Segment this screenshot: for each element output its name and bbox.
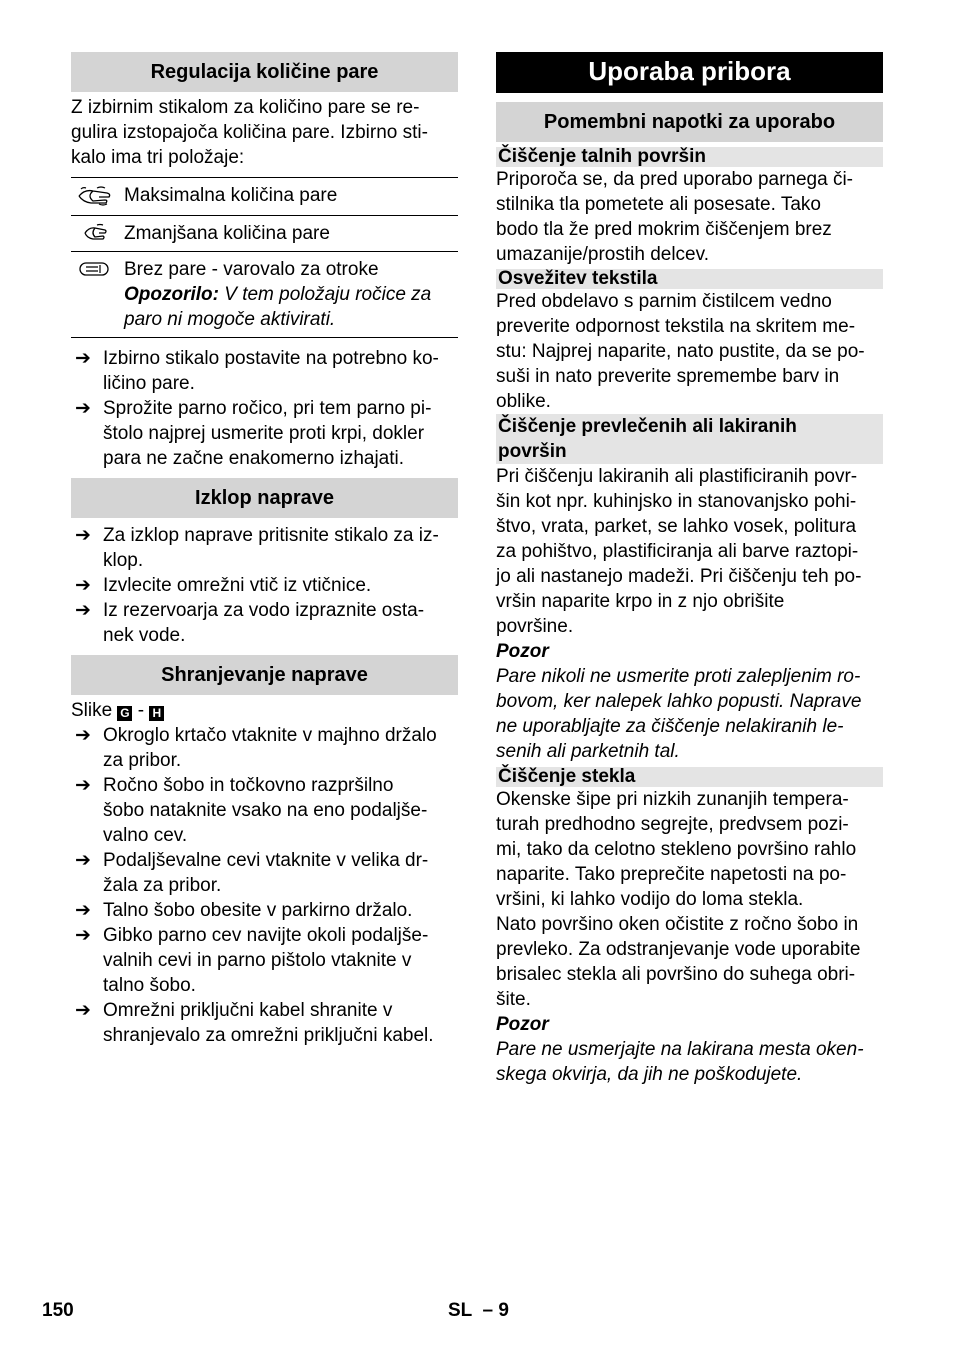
list-item: ➔ Podaljševalne cevi vtaknite v velika dr- žala za pribor.: [75, 850, 429, 896]
chapter-title: Uporaba pribora: [496, 52, 883, 93]
shutdown-steps: [71, 523, 458, 648]
list-item: ➔ Iz rezervoarja za vodo izpraznite osta- nek vode.: [75, 600, 425, 646]
position-row-child-lock: [71, 252, 458, 338]
arrow-right-icon: ➔: [75, 850, 91, 871]
warning-label: Opozorilo:: [124, 284, 219, 305]
subheading-glass: Čiščenje stekla: [496, 767, 883, 787]
section-heading-shutdown: Izklop naprave: [71, 478, 458, 518]
steam-positions-table: [71, 177, 458, 338]
position-text-max: Maksimalna količina pare: [119, 178, 458, 216]
figures-reference: Slike G - H: [71, 698, 458, 723]
warning-text-2: paro ni mogoče aktivirati.: [124, 309, 336, 330]
list-item: ➔ Ročno šobo in točkovno razpršilno šobo nataknite vsako na eno podaljše- valno cev.: [75, 775, 428, 846]
section-heading-regulation: Regulacija količine pare: [71, 52, 458, 92]
list-item: ➔ Gibko parno cev navijte okoli podaljše- valnih cevi in parno pištolo vtaknite v talno šobo.: [75, 925, 429, 996]
arrow-right-icon: ➔: [75, 525, 91, 546]
section-heading-notes: Pomembni napotki za uporabo: [496, 102, 883, 142]
child-lock-icon: [78, 259, 112, 279]
arrow-right-icon: ➔: [75, 725, 91, 746]
subheading-coated: Čiščenje prevlečenih ali lakiranih površin: [496, 414, 883, 464]
glass-text: Okenske šipe pri nizkih zunanjih tempera- turah predhodno segrejte, predvsem pozi- mi, tako da celotno stekleno površino rahlo naparite. Tako preprečite napetosti na po- vršini, ki lahko vodijo do loma stekla. Nato površino oken očistite z ročno šobo in prevleko. Za odstranjevanje vode uporabite brisalec stekla ali površino do suhega obri- šite.: [496, 789, 861, 1010]
list-item: ➔ Za izklop naprave pritisnite stikalo za iz- klop.: [75, 525, 439, 571]
floor-text: Priporoča se, da pred uporabo parnega či- stilnika tla pometete ali posesate. Tako bodo tla že pred mokrim čiščenjem brez umazanije/prostih delcev.: [496, 169, 854, 265]
caution-label: Pozor: [496, 641, 549, 662]
footer-label: SL – 9: [448, 1300, 509, 1321]
arrow-right-icon: ➔: [75, 600, 91, 621]
right-column: [496, 52, 883, 1087]
arrow-right-icon: ➔: [75, 775, 91, 796]
left-column: [71, 52, 458, 1048]
subheading-textiles: Osvežitev tekstila: [496, 269, 883, 289]
textiles-text: Pred obdelavo s parnim čistilcem vedno preverite odpornost tekstila na skritem me- stu: Najprej naparite, nato pustite, da se po- suši in nato preverite spremembe barv in oblike.: [496, 291, 865, 412]
glass-caution-text: Pare ne usmerjajte na lakirana mesta oken- skega okvirja, da jih ne poškodujete.: [496, 1039, 864, 1085]
coated-caution-text: Pare nikoli ne usmerite proti zalepljenim ro- bovom, ker nalepek lahko popusti. Naprave ne uporabljajte za čiščenje nelakiranih le- senih ali parketnih tal.: [496, 666, 862, 762]
caution-label: Pozor: [496, 1014, 549, 1035]
list-item: ➔ Okroglo krtačo vtaknite v majhno držalo za pribor.: [75, 725, 437, 771]
arrow-right-icon: ➔: [75, 925, 91, 946]
coated-text: Pri čiščenju lakiranih ali plastificiranih povr- šin kot npr. kuhinjsko in stanovanjsko pohi- štvo, vrata, parket, se lahko vosek, politura za pohištvo, plastificiranja ali barve raztopi- jo ali nastanejo madeži. Pri čiščenju teh po- vršin naparite krpo in z njo obrišite površine.: [496, 466, 862, 637]
section-heading-storage: Shranjevanje naprave: [71, 655, 458, 695]
list-item: ➔ Omrežni priključni kabel shranite v shranjevalo za omrežni priključni kabel.: [75, 1000, 434, 1046]
position-row-reduced: [71, 216, 458, 252]
regulation-intro: Z izbirnim stikalom za količino pare se re- gulira izstopajoča količina pare. Izbirno sti- kalo ima tri položaje:: [71, 97, 428, 168]
arrow-right-icon: ➔: [75, 900, 91, 921]
page-number: 150: [42, 1300, 74, 1321]
list-item: ➔ Talno šobo obesite v parkirno držalo.: [75, 900, 413, 921]
arrow-right-icon: ➔: [75, 398, 91, 419]
warning-text-1: V tem položaju ročice za: [218, 284, 432, 305]
position-text-reduced: Zmanjšana količina pare: [119, 216, 458, 252]
figure-label-g: G: [117, 706, 132, 721]
arrow-right-icon: ➔: [75, 575, 91, 596]
list-item: ➔ Sprožite parno ročico, pri tem parno pi- štolo najprej usmerite proti krpi, dokler para ne začne enakomerno izhajati.: [75, 398, 432, 469]
list-item: ➔ Izbirno stikalo postavite na potrebno ko- ličino pare.: [75, 348, 439, 394]
reduced-steam-icon: [81, 223, 109, 243]
regulation-steps: [71, 346, 458, 471]
max-steam-icon: [77, 185, 113, 207]
subheading-floor: Čiščenje talnih površin: [496, 147, 883, 167]
figure-label-h: H: [149, 706, 164, 721]
arrow-right-icon: ➔: [75, 1000, 91, 1021]
position-row-max: [71, 178, 458, 216]
storage-steps: [71, 723, 458, 1048]
position-text-child-lock: Brez pare - varovalo za otroke: [124, 259, 379, 280]
arrow-right-icon: ➔: [75, 348, 91, 369]
list-item: ➔ Izvlecite omrežni vtič iz vtičnice.: [75, 575, 372, 596]
